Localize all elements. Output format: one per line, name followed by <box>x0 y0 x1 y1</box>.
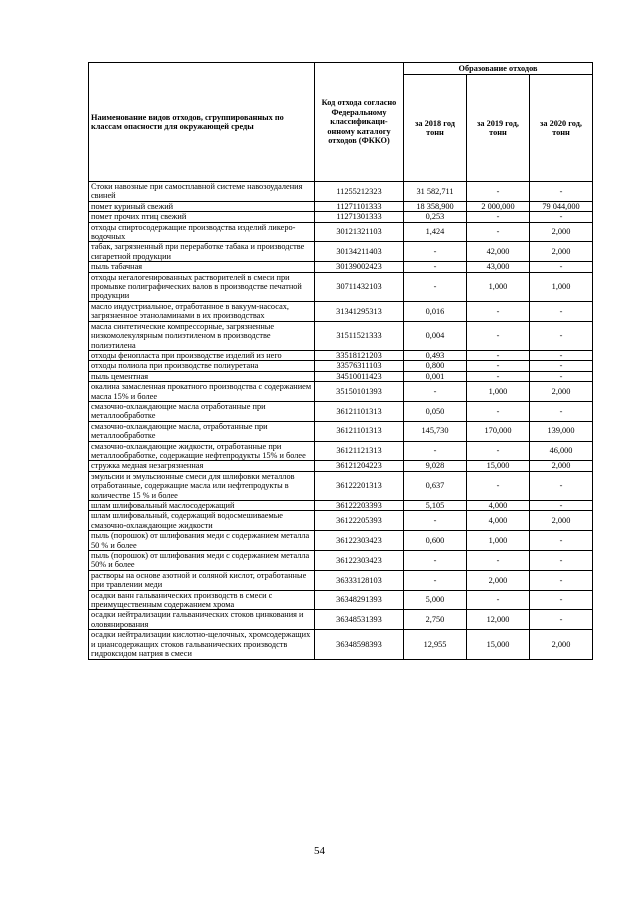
cell-2018: 0,253 <box>404 212 467 222</box>
cell-name: отходы фенопласта при производстве изделий из него <box>89 350 315 360</box>
header-code: Код отхода согласно Федеральному классификаци-онному каталогу отходов (ФККО) <box>315 63 404 182</box>
cell-2020: 2,000 <box>530 630 593 659</box>
table-row <box>89 471 593 500</box>
cell-2018: 12,955 <box>404 630 467 659</box>
cell-2018: - <box>404 441 467 461</box>
cell-2018: 2,750 <box>404 610 467 630</box>
cell-name: пыль табачная <box>89 262 315 272</box>
header-name: Наименование видов отходов, сгруппированных по классам опасности для окружающей среды <box>89 63 315 182</box>
cell-2019: 2 000,000 <box>467 201 530 211</box>
cell-2019: 15,000 <box>467 630 530 659</box>
cell-2019: 170,000 <box>467 421 530 441</box>
cell-code: 36122303423 <box>315 551 404 571</box>
cell-2019: - <box>467 321 530 350</box>
cell-2018: 31 582,711 <box>404 182 467 202</box>
cell-name: пыль цементная <box>89 371 315 381</box>
cell-code: 36121204223 <box>315 461 404 471</box>
cell-2020: - <box>530 350 593 360</box>
cell-2018: - <box>404 382 467 402</box>
cell-2019: - <box>467 551 530 571</box>
cell-name: пыль (порошок) от шлифования меди с содержанием металла 50 % и более <box>89 531 315 551</box>
table-row <box>89 382 593 402</box>
cell-name: шлам шлифовальный, содержащий водосмешиваемые смазочно-охлаждающие жидкости <box>89 511 315 531</box>
cell-name: масло индустриальное, отработанное в вакуум-насосах, загрязненное этаноламинами в их производствах <box>89 301 315 321</box>
cell-2019: - <box>467 212 530 222</box>
cell-name: окалина замасленная прокатного производства с содержанием масла 15% и более <box>89 382 315 402</box>
cell-2020: - <box>530 212 593 222</box>
cell-code: 36348531393 <box>315 610 404 630</box>
cell-code: 34510011423 <box>315 371 404 381</box>
cell-code: 30121321103 <box>315 222 404 242</box>
cell-code: 36121121313 <box>315 441 404 461</box>
cell-2019: 1,000 <box>467 382 530 402</box>
cell-2019: 1,000 <box>467 531 530 551</box>
cell-name: отходы негалогенированных растворителей в смеси при промывке полиграфических валов в производстве печатной продукции <box>89 272 315 301</box>
cell-code: 11271301333 <box>315 212 404 222</box>
cell-2020: - <box>530 401 593 421</box>
table-row <box>89 222 593 242</box>
table-row <box>89 182 593 202</box>
header-2020: за 2020 год, тонн <box>530 75 593 182</box>
cell-2020: - <box>530 590 593 610</box>
header-2018: за 2018 год тонн <box>404 75 467 182</box>
cell-code: 36122205393 <box>315 511 404 531</box>
cell-2020: - <box>530 610 593 630</box>
cell-2020: 46,000 <box>530 441 593 461</box>
cell-code: 36348598393 <box>315 630 404 659</box>
cell-code: 36333128103 <box>315 570 404 590</box>
cell-2018: 1,424 <box>404 222 467 242</box>
cell-2020: 2,000 <box>530 222 593 242</box>
table-row <box>89 321 593 350</box>
cell-name: шлам шлифовальный маслосодержащий <box>89 501 315 511</box>
cell-code: 11255212323 <box>315 182 404 202</box>
cell-2019: - <box>467 590 530 610</box>
cell-name: осадки ванн гальванических производств в смеси с преимущественным содержанием хрома <box>89 590 315 610</box>
cell-2020: - <box>530 321 593 350</box>
cell-2018: - <box>404 242 467 262</box>
table-row <box>89 262 593 272</box>
cell-2018: 0,001 <box>404 371 467 381</box>
cell-2018: - <box>404 272 467 301</box>
cell-2019: 43,000 <box>467 262 530 272</box>
cell-2020: - <box>530 182 593 202</box>
cell-2020: - <box>530 551 593 571</box>
table-row <box>89 371 593 381</box>
cell-2019: - <box>467 401 530 421</box>
cell-code: 33518121203 <box>315 350 404 360</box>
cell-code: 31341295313 <box>315 301 404 321</box>
cell-code: 36122303423 <box>315 531 404 551</box>
cell-2018: 145,730 <box>404 421 467 441</box>
table-row <box>89 242 593 262</box>
cell-name: масла синтетические компрессорные, загрязненные низкомолекулярным полиэтиленом в производстве полиэтилена <box>89 321 315 350</box>
cell-name: помет куриный свежий <box>89 201 315 211</box>
cell-2019: - <box>467 301 530 321</box>
cell-2020: - <box>530 471 593 500</box>
cell-2019: 2,000 <box>467 570 530 590</box>
cell-name: смазочно-охлаждающие масла, отработанные при металлообработке <box>89 421 315 441</box>
cell-code: 36348291393 <box>315 590 404 610</box>
cell-code: 31511521333 <box>315 321 404 350</box>
table-row <box>89 461 593 471</box>
cell-code: 36121101313 <box>315 421 404 441</box>
header-waste-generation: Образование отходов <box>404 63 593 75</box>
cell-2020: - <box>530 262 593 272</box>
cell-2019: 4,000 <box>467 501 530 511</box>
cell-name: отходы спиртосодержащие производства изделий ликеро-водочных <box>89 222 315 242</box>
cell-2018: - <box>404 511 467 531</box>
table-row <box>89 531 593 551</box>
cell-2019: 12,000 <box>467 610 530 630</box>
cell-name: смазочно-охлаждающие масла отработанные при металлообработке <box>89 401 315 421</box>
cell-2018: 5,105 <box>404 501 467 511</box>
cell-2020: 79 044,000 <box>530 201 593 211</box>
cell-2020: 2,000 <box>530 242 593 262</box>
cell-2020: 2,000 <box>530 382 593 402</box>
table-row <box>89 401 593 421</box>
cell-2018: - <box>404 551 467 571</box>
cell-2019: 42,000 <box>467 242 530 262</box>
cell-code: 36122203393 <box>315 501 404 511</box>
table-row <box>89 201 593 211</box>
cell-2020: - <box>530 531 593 551</box>
cell-code: 30134211403 <box>315 242 404 262</box>
cell-name: осадки нейтрализации кислотно-щелочных, хромсодержащих и циансодержащих стоков гальванических производств гидроксидом натрия в смеси <box>89 630 315 659</box>
cell-code: 11271101333 <box>315 201 404 211</box>
table-row <box>89 212 593 222</box>
cell-name: стружка медная незагрязненная <box>89 461 315 471</box>
table-row <box>89 551 593 571</box>
cell-2018: - <box>404 570 467 590</box>
page-number: 54 <box>314 845 325 857</box>
table-row <box>89 361 593 371</box>
cell-2018: 0,004 <box>404 321 467 350</box>
table-row <box>89 272 593 301</box>
cell-2019: - <box>467 361 530 371</box>
cell-2018: 0,800 <box>404 361 467 371</box>
cell-2020: - <box>530 361 593 371</box>
table-row <box>89 570 593 590</box>
table-row <box>89 610 593 630</box>
cell-name: осадки нейтрализации гальванических стоков цинкования и оловянирования <box>89 610 315 630</box>
cell-2019: - <box>467 350 530 360</box>
table-row <box>89 421 593 441</box>
cell-name: пыль (порошок) от шлифования меди с содержанием металла 50% и более <box>89 551 315 571</box>
cell-2019: 4,000 <box>467 511 530 531</box>
cell-name: Стоки навозные при самосплавной системе навозоудаления свиней <box>89 182 315 202</box>
cell-2018: 0,493 <box>404 350 467 360</box>
cell-2020: 1,000 <box>530 272 593 301</box>
cell-code: 30711432103 <box>315 272 404 301</box>
cell-2020: 2,000 <box>530 461 593 471</box>
cell-2019: - <box>467 222 530 242</box>
table-row <box>89 441 593 461</box>
cell-code: 30139002423 <box>315 262 404 272</box>
cell-name: отходы полиола при производстве полиуретана <box>89 361 315 371</box>
cell-2019: 15,000 <box>467 461 530 471</box>
cell-2018: 18 358,900 <box>404 201 467 211</box>
table-row <box>89 590 593 610</box>
cell-2019: - <box>467 371 530 381</box>
cell-code: 36122201313 <box>315 471 404 500</box>
cell-2020: 2,000 <box>530 511 593 531</box>
cell-2018: 0,637 <box>404 471 467 500</box>
cell-name: смазочно-охлаждающие жидкости, отработанные при металлообработке, содержащие нефтепродукты 15% и более <box>89 441 315 461</box>
cell-2020: - <box>530 371 593 381</box>
cell-2020: 139,000 <box>530 421 593 441</box>
cell-name: помет прочих птиц свежий <box>89 212 315 222</box>
cell-2018: 0,016 <box>404 301 467 321</box>
cell-2018: 5,000 <box>404 590 467 610</box>
table-row <box>89 501 593 511</box>
cell-2020: - <box>530 301 593 321</box>
cell-2018: 0,600 <box>404 531 467 551</box>
cell-2019: - <box>467 182 530 202</box>
cell-2020: - <box>530 501 593 511</box>
cell-2020: - <box>530 570 593 590</box>
cell-name: эмульсии и эмульсионные смеси для шлифовки металлов отработанные, содержащие масла или нефтепродукты в количестве 15 % и более <box>89 471 315 500</box>
cell-code: 35150101393 <box>315 382 404 402</box>
cell-name: растворы на основе азотной и соляной кислот, отработанные при травлении меди <box>89 570 315 590</box>
header-2019: за 2019 год, тонн <box>467 75 530 182</box>
waste-table <box>88 62 593 660</box>
table-row <box>89 630 593 659</box>
cell-2018: - <box>404 262 467 272</box>
cell-2019: - <box>467 471 530 500</box>
cell-name: табак, загрязненный при переработке табака и производстве сигаретной продукции <box>89 242 315 262</box>
cell-2018: 0,050 <box>404 401 467 421</box>
table-row <box>89 511 593 531</box>
cell-code: 33576311103 <box>315 361 404 371</box>
table-row <box>89 350 593 360</box>
cell-code: 36121101313 <box>315 401 404 421</box>
table-row <box>89 301 593 321</box>
cell-2019: 1,000 <box>467 272 530 301</box>
cell-2018: 9,028 <box>404 461 467 471</box>
cell-2019: - <box>467 441 530 461</box>
